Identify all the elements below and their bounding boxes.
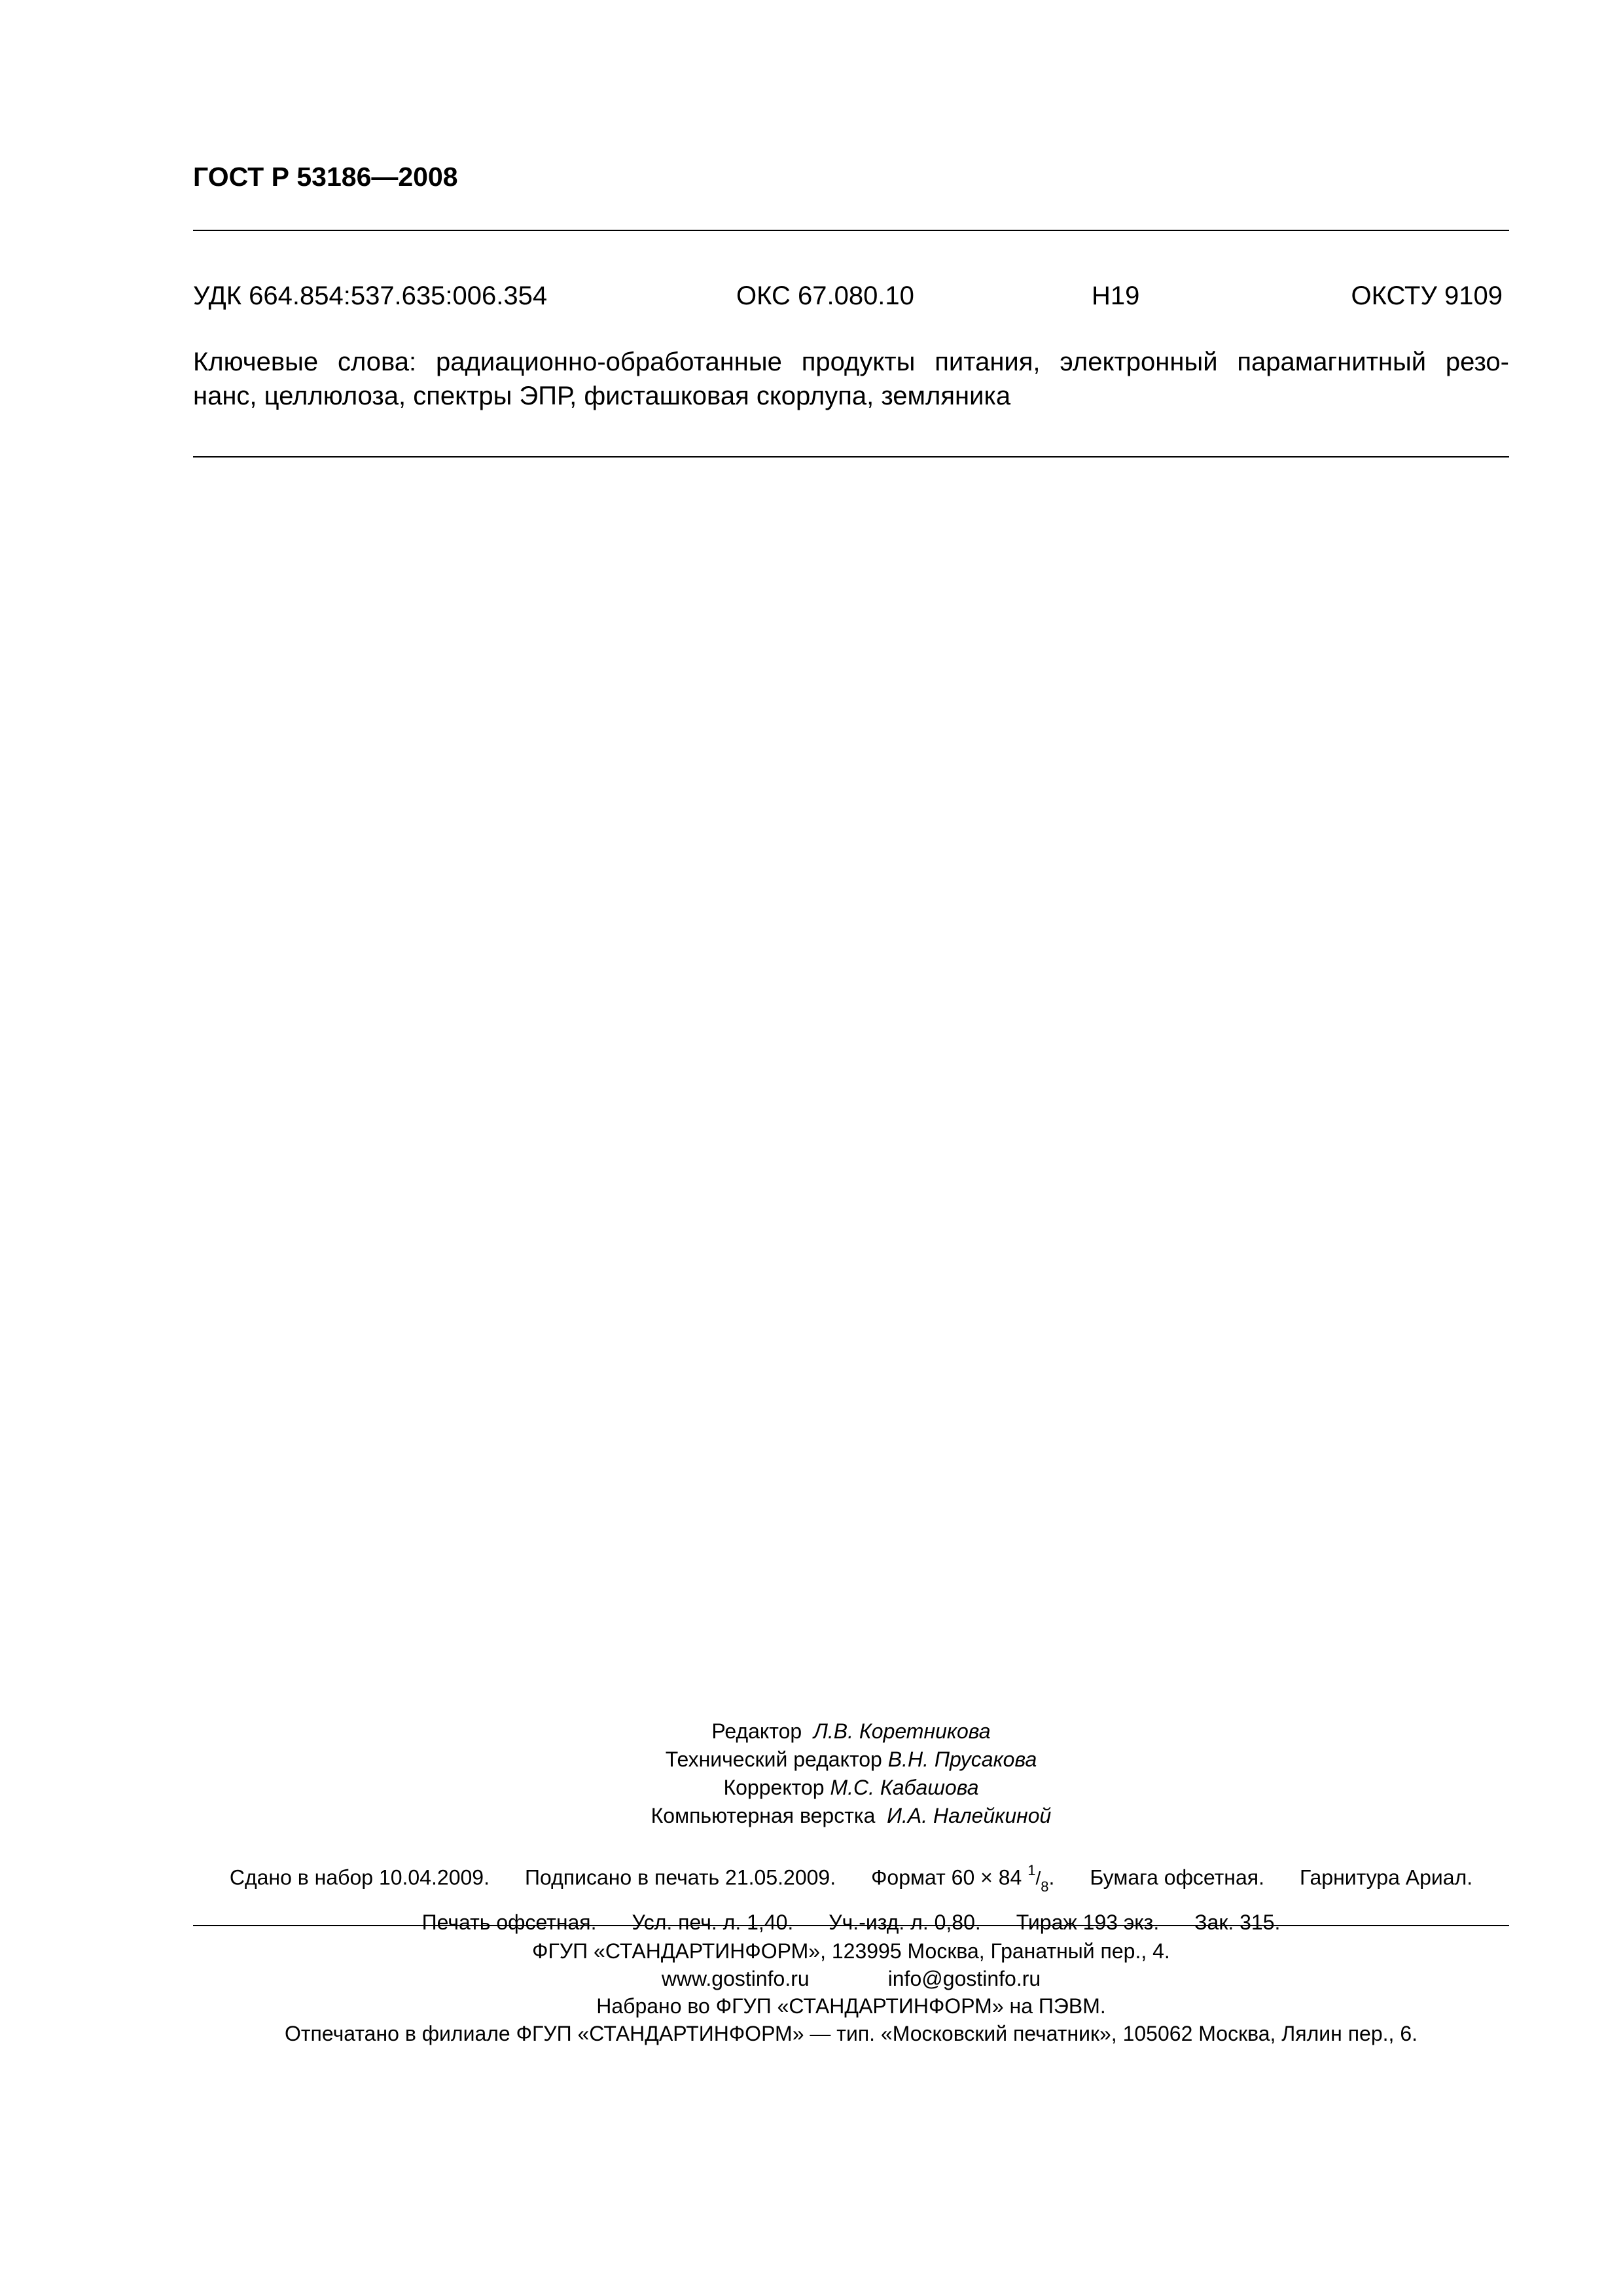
- imprint-block: [193, 1854, 1509, 1941]
- tech-editor-name: В.Н. Прусакова: [887, 1748, 1037, 1771]
- n-code: Н19: [1092, 281, 1140, 310]
- format-times: ×: [980, 1865, 993, 1890]
- publisher-block: [193, 1937, 1509, 2047]
- format-84: 84: [998, 1865, 1022, 1890]
- imprint-line-1: Сдано в набор 10.04.2009. Подписано в печать 21.05.2009. Формат 60 × 84 $^1/_8$. Бумага офсетная. Гарнитура Ариал.: [229, 1862, 1473, 1895]
- conv-sheets: Усл. печ. л. 1,40.: [632, 1910, 794, 1934]
- oks-code: ОКС 67.080.10: [736, 281, 914, 310]
- typeface: Гарнитура Ариал.: [1299, 1865, 1473, 1890]
- classification-codes-row: [193, 281, 1509, 314]
- imprint-line-2: [193, 1903, 1509, 1941]
- paper-type: Бумага офсетная.: [1090, 1865, 1264, 1890]
- pub-sheets: Уч.-изд. л. 0,80.: [829, 1910, 981, 1934]
- imprint-rule: [193, 1925, 1509, 1926]
- layout-name: И.А. Налейкиной: [887, 1804, 1052, 1827]
- typeset-note: Набрано во ФГУП «СТАНДАРТИНФОРМ» на ПЭВМ.: [596, 1994, 1106, 2018]
- format-fraction: $^1/_8$: [1027, 1862, 1049, 1895]
- corrector-name: М.С. Кабашова: [830, 1776, 979, 1799]
- top-rule: [193, 230, 1509, 231]
- publisher-website: www.gostinfo.ru: [661, 1967, 810, 1990]
- okstu-code: ОКСТУ 9109: [1351, 281, 1503, 310]
- publisher-email: info@gostinfo.ru: [887, 1967, 1041, 1990]
- print-run: Тираж 193 экз.: [1016, 1910, 1160, 1934]
- print-type: Печать офсетная.: [421, 1910, 597, 1934]
- keywords-paragraph: [193, 345, 1509, 413]
- document-code: ГОСТ Р 53186—2008: [193, 162, 458, 192]
- keywords-rule: [193, 456, 1509, 457]
- tech-editor-label: Технический редактор: [665, 1748, 882, 1771]
- keywords-line-1: Ключевые слова: радиационно-обработанные продукты питания, электронный парамагнитный резо-: [193, 348, 1509, 376]
- layout-line: [193, 1802, 1509, 1830]
- credits-block: [193, 1717, 1509, 1830]
- format-label: Формат 60: [871, 1865, 975, 1890]
- printed-note: Отпечатано в филиале ФГУП «СТАНДАРТИНФОРМ» — тип. «Московский печатник», 105062 Москва, Лялин пер., 6.: [284, 2022, 1418, 2045]
- order-number: Зак. 315.: [1194, 1910, 1281, 1934]
- udk-code: УДК 664.854:537.635:006.354: [193, 281, 548, 310]
- publisher-contacts: [193, 1965, 1509, 1992]
- layout-label: Компьютерная верстка: [651, 1804, 876, 1827]
- corrector-label: Корректор: [723, 1776, 825, 1799]
- tech-editor-line: [193, 1746, 1509, 1774]
- editor-label: Редактор: [711, 1719, 802, 1743]
- submitted-date: Сдано в набор 10.04.2009.: [229, 1865, 490, 1890]
- signed-date: Подписано в печать 21.05.2009.: [524, 1865, 836, 1890]
- corrector-line: [193, 1774, 1509, 1802]
- editor-name: Л.В. Коретникова: [813, 1719, 991, 1743]
- publisher-address: ФГУП «СТАНДАРТИНФОРМ», 123995 Москва, Гранатный пер., 4.: [532, 1939, 1170, 1963]
- editor-line: [193, 1717, 1509, 1746]
- keywords-line-2: нанс, целлюлоза, спектры ЭПР, фисташковая скорлупа, земляника: [193, 382, 1011, 410]
